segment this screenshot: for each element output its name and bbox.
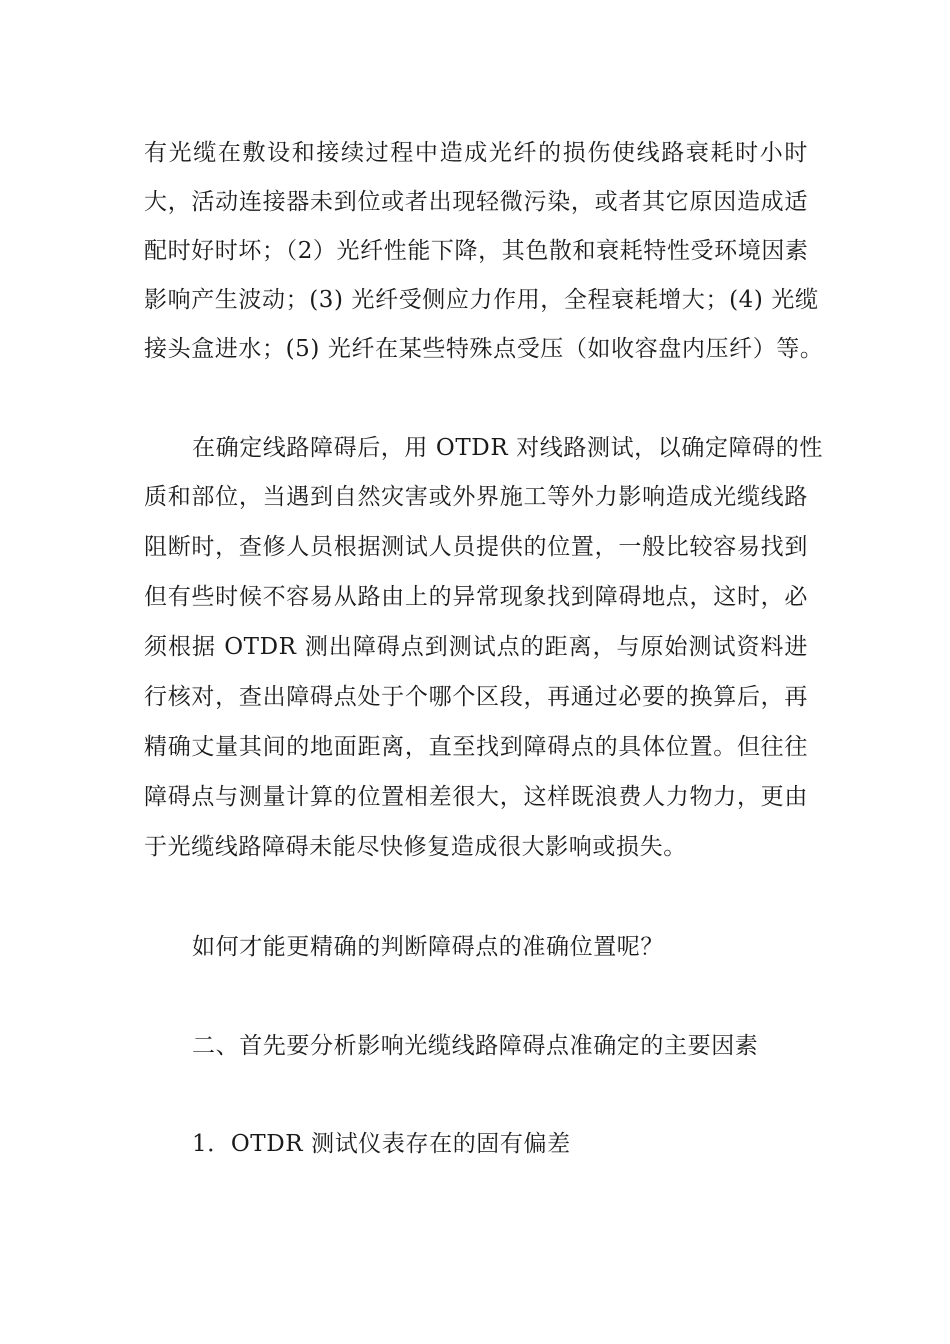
paragraph-line: 影响产生波动；(3) 光纤受侧应力作用，全程衰耗增大；(4) 光缆	[144, 287, 819, 313]
paragraph-line: 但有些时候不容易从路由上的异常现象找到障碍地点，这时，必	[144, 584, 808, 610]
paragraph-line: 在确定线路障碍后，用 OTDR 对线路测试，以确定障碍的性	[192, 435, 823, 461]
subsection-heading: 1．OTDR 测试仪表存在的固有偏差	[192, 1131, 571, 1157]
paragraph-line: 有光缆在敷设和接续过程中造成光纤的损伤使线路衰耗时小时	[144, 140, 808, 166]
question-text: 如何才能更精确的判断障碍点的准确位置呢？	[192, 934, 664, 960]
paragraph-line: 接头盒进水；(5) 光纤在某些特殊点受压（如收容盘内压纤）等。	[144, 336, 824, 362]
paragraph-line: 质和部位，当遇到自然灾害或外界施工等外力影响造成光缆线路	[144, 484, 808, 510]
paragraph-line: 于光缆线路障碍未能尽快修复造成很大影响或损失。	[144, 834, 687, 860]
paragraph-line: 须根据 OTDR 测出障碍点到测试点的距离，与原始测试资料进	[144, 634, 808, 660]
paragraph-line: 行核对，查出障碍点处于个哪个区段，再通过必要的换算后，再	[144, 684, 808, 710]
paragraph-line: 障碍点与测量计算的位置相差很大，这样既浪费人力物力，更由	[144, 784, 808, 810]
paragraph-line: 大，活动连接器未到位或者出现轻微污染，或者其它原因造成适	[144, 189, 808, 215]
paragraph-line: 阻断时，查修人员根据测试人员提供的位置，一般比较容易找到	[144, 534, 808, 560]
section-heading: 二、首先要分析影响光缆线路障碍点准确定的主要因素	[192, 1033, 759, 1059]
paragraph-line: 精确丈量其间的地面距离，直至找到障碍点的具体位置。但往往	[144, 734, 808, 760]
paragraph-line: 配时好时坏；（2）光纤性能下降，其色散和衰耗特性受环境因素	[144, 238, 809, 264]
